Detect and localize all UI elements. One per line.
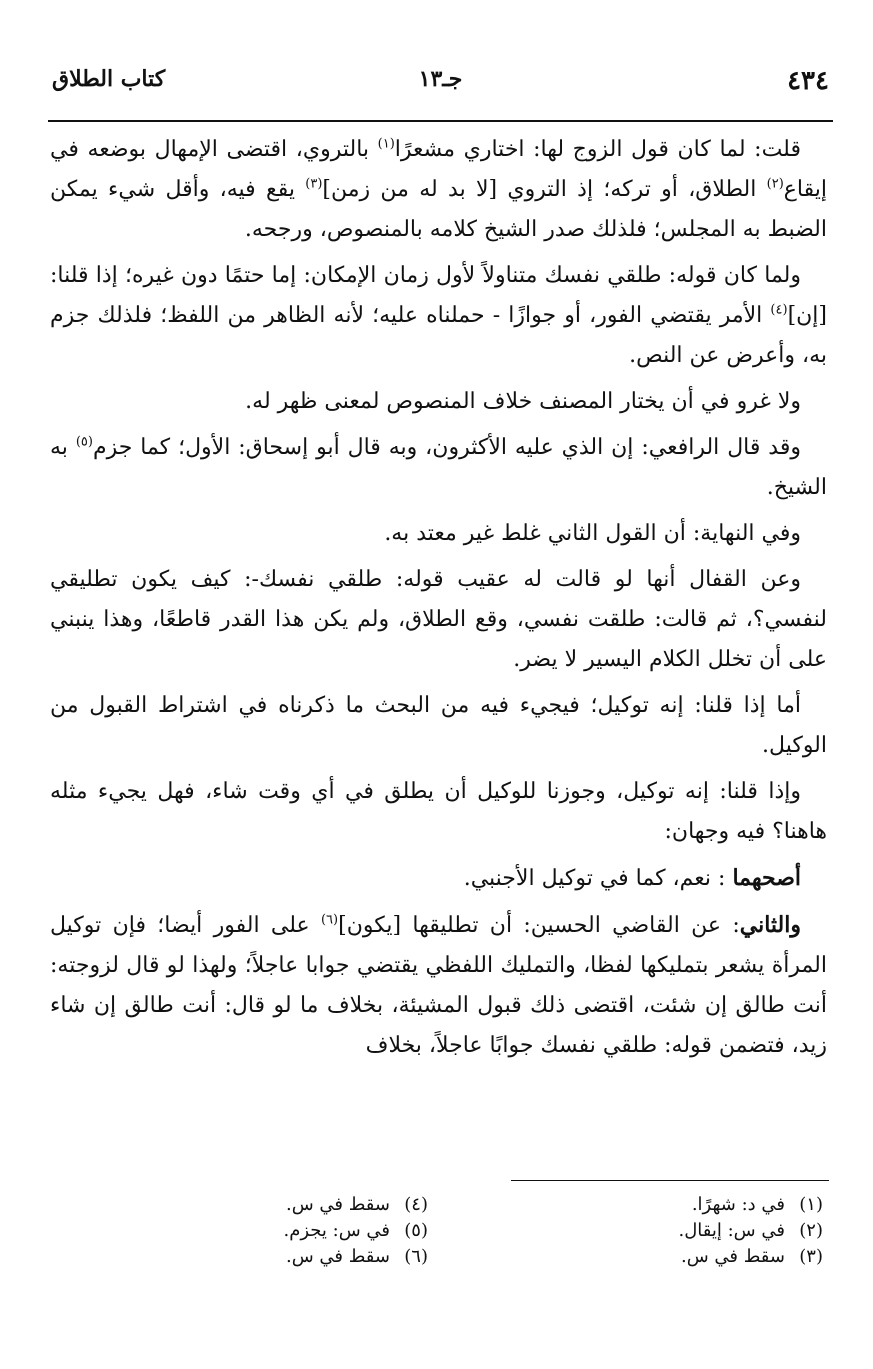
lead-term: والثاني	[739, 912, 801, 938]
text-run: قلت: لما كان قول الزوج لها: اختاري مشعرًا	[394, 137, 801, 162]
paragraph	[50, 905, 827, 1066]
text-run: : عن القاضي الحسين: أن تطليقها [يكون]	[338, 913, 740, 938]
footnote-number: (٥)	[404, 1220, 428, 1241]
text-run: وعن القفال أنها لو قالت له عقيب قوله: طلقي نفسك-: كيف يكون تطليقي لنفسي؟، ثم قالت: طلقت نفسي، وقع الطلاق، ولم يكن هذا القدر قاطعًا، وهذا ينبني على أن تخلل الكلام اليسير لا يضر.	[50, 567, 827, 672]
footnotes-column-left	[128, 1192, 428, 1270]
volume-label: جـ١٣	[418, 66, 463, 92]
footnote-text: في د: شهرًا.	[691, 1194, 785, 1215]
footnote-text: في س: يجزم.	[283, 1220, 390, 1241]
text-run: به الشيخ.	[50, 435, 827, 500]
footnote	[128, 1192, 428, 1218]
page-number: ٤٣٤	[787, 66, 829, 96]
footnotes-column-right	[523, 1192, 823, 1270]
footnote-ref: (٣)	[305, 176, 323, 192]
footnote	[523, 1244, 823, 1270]
footnote-ref: (٤)	[770, 302, 788, 318]
header-divider	[48, 120, 833, 122]
paragraph	[50, 428, 827, 508]
footnote-number: (١)	[799, 1194, 823, 1215]
footnotes	[120, 1192, 823, 1312]
footnote-ref: (٢)	[766, 176, 784, 192]
footnote-text: في س: إيقال.	[678, 1220, 785, 1241]
footnote-divider	[511, 1180, 829, 1181]
paragraph	[50, 772, 827, 852]
footnote-number: (٣)	[799, 1246, 823, 1267]
footnote-ref: (١)	[377, 136, 395, 152]
lead-term: أصحهما	[732, 865, 801, 891]
book-title: كتاب الطلاق	[52, 66, 166, 92]
text-run: يقع فيه، وأقل شيء يمكن الضبط به المجلس؛ فلذلك صدر الشيخ كلامه بالمنصوص، ورجحه.	[50, 177, 827, 242]
text-run: : نعم، كما في توكيل الأجنبي.	[463, 866, 733, 891]
footnote	[128, 1244, 428, 1270]
paragraph	[50, 686, 827, 766]
paragraph	[50, 256, 827, 376]
text-run: بالتروي، اقتضى الإمهال بوضعه في إيقاع	[50, 137, 827, 202]
text-run: وفي النهاية: أن القول الثاني غلط غير معتد به.	[384, 521, 801, 546]
text-run: ولا غرو في أن يختار المصنف خلاف المنصوص لمعنى ظهر له.	[245, 389, 801, 414]
text-run: الأمر يقتضي الفور، أو جوازًا - حملناه عليه؛ لأنه الظاهر من اللفظ؛ فلذلك جزم به، وأعرض عن النص.	[50, 303, 827, 368]
paragraph	[50, 560, 827, 680]
footnote	[523, 1192, 823, 1218]
paragraph	[50, 514, 827, 554]
footnote-number: (٦)	[404, 1246, 428, 1267]
main-text	[50, 130, 827, 1072]
footnote-ref: (٥)	[75, 434, 93, 450]
footnote	[128, 1218, 428, 1244]
footnote-number: (٤)	[404, 1194, 428, 1215]
text-run: الطلاق، أو تركه؛ إذ التروي [لا بد له من زمن]	[322, 177, 767, 202]
footnote-number: (٢)	[799, 1220, 823, 1241]
page-header	[52, 66, 829, 106]
text-run: ولما كان قوله: طلقي نفسك متناولاً لأول زمان الإمكان: إما حتمًا دون غيره؛ إذا قلنا: [إن]	[50, 263, 827, 328]
footnote-ref: (٦)	[320, 912, 339, 928]
paragraph	[50, 382, 827, 422]
paragraph	[50, 858, 827, 899]
footnote-text: سقط في س.	[285, 1246, 390, 1267]
text-run: وقد قال الرافعي: إن الذي عليه الأكثرون، وبه قال أبو إسحاق: الأول؛ كما جزم	[92, 435, 801, 460]
text-run: وإذا قلنا: إنه توكيل، وجوزنا للوكيل أن يطلق في أي وقت شاء، فهل يجيء مثله هاهنا؟ فيه وجهان:	[50, 779, 827, 844]
footnote-text: سقط في س.	[680, 1246, 785, 1267]
text-run: أما إذا قلنا: إنه توكيل؛ فيجيء فيه من البحث ما ذكرناه في اشتراط القبول من الوكيل.	[50, 693, 827, 758]
paragraph	[50, 130, 827, 250]
footnote	[523, 1218, 823, 1244]
text-run: على الفور أيضا؛ فإن توكيل المرأة يشعر بتمليكها لفظا، والتمليك اللفظي يقتضي جوابا عاجلاً؛ ولهذا لو قال لزوجته: أنت طالق إن شئت، اقتضى ذلك قبول المشيئة، بخلاف ما لو قال: أنت طالق إن شاء زيد، فتضمن قوله: طلقي نفسك جوابًا عاجلاً، بخلاف	[50, 913, 827, 1058]
footnote-text: سقط في س.	[285, 1194, 390, 1215]
